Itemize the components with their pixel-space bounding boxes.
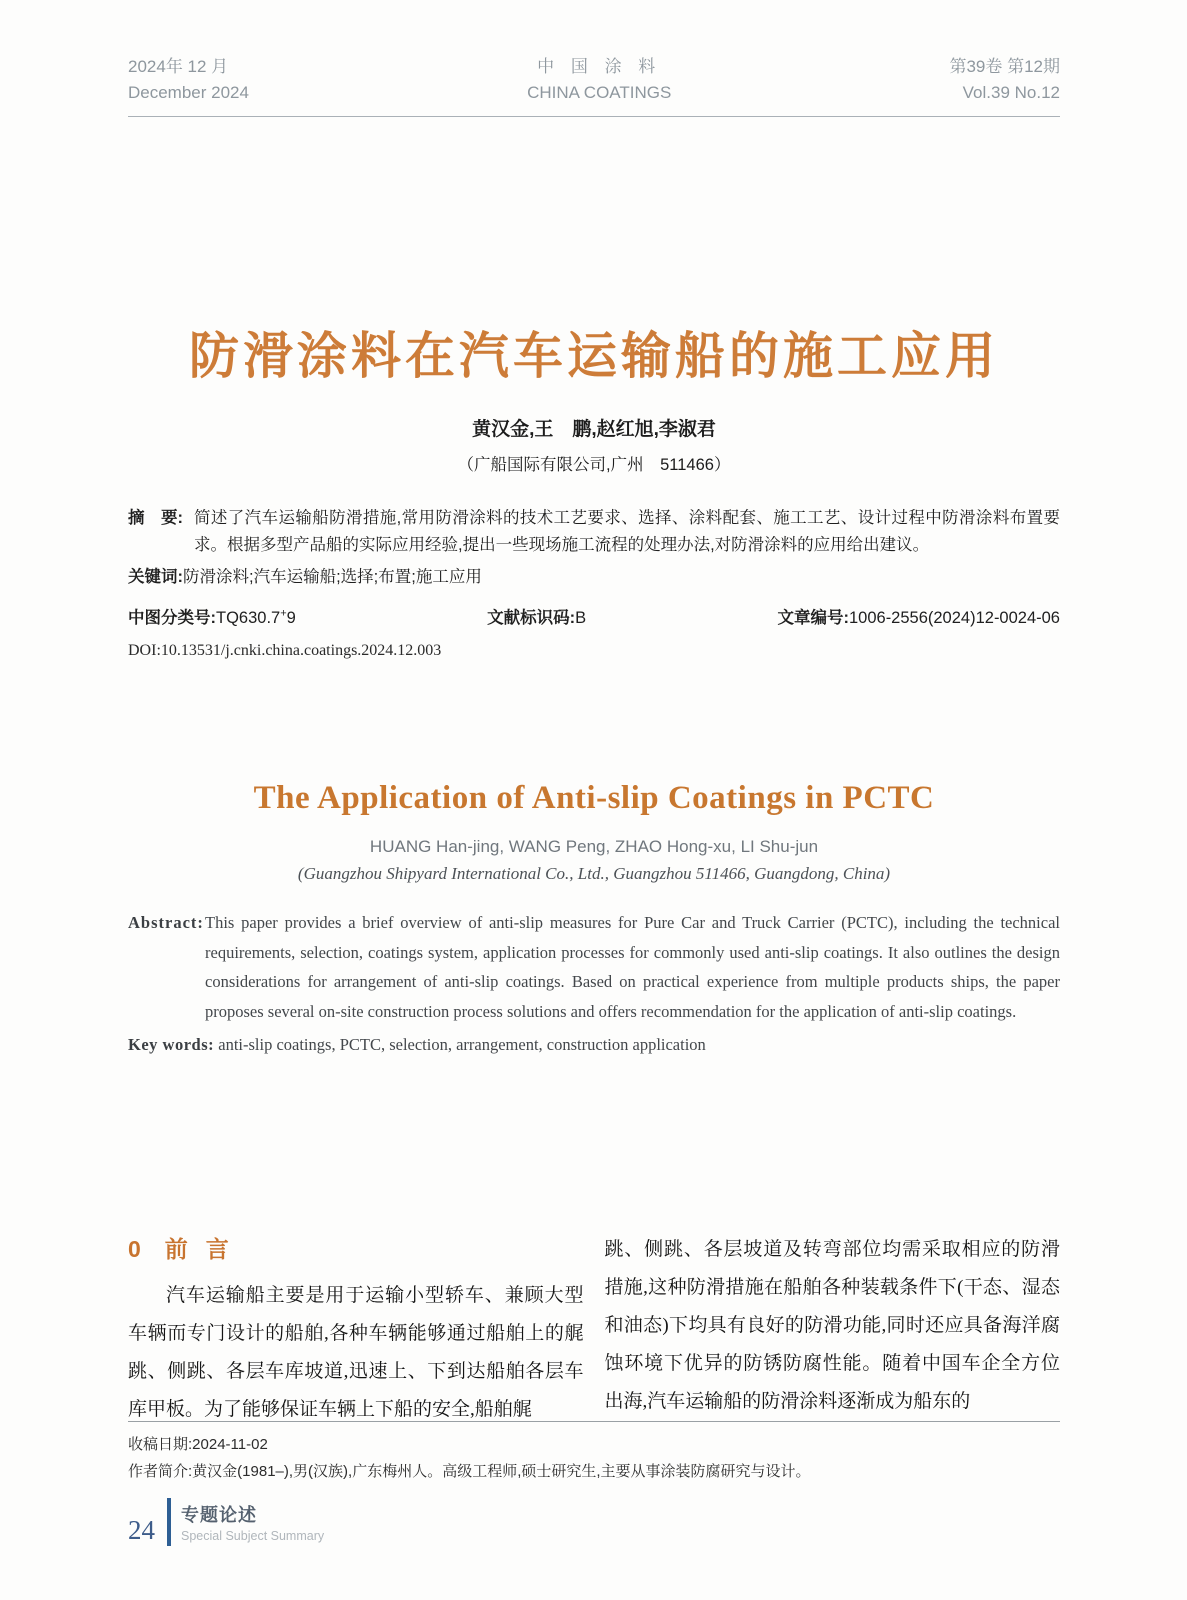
section-0-title: 前言 [164, 1236, 247, 1262]
clc-superscript: + [280, 607, 287, 620]
abstract-text-en: This paper provides a brief overview of anti-slip measures for Pure Car and Truck Carrier (PCTC), including the technical requirements, selection, coatings system, application processes for commonly used anti-slip coatings. It also outlines the design considerations for arrangement of anti-slip coatings. Based on practical experience from multiple products ships, the paper proposes several on-site construction process solutions and offers recommendation for the application of anti-slip coatings. [205, 913, 1060, 1021]
chinese-head-block [128, 316, 1060, 660]
body-column-right [605, 1231, 1061, 1429]
keywords-text-en: anti-slip coatings, PCTC, selection, arrangement, construction application [218, 1035, 706, 1054]
abstract-en [128, 908, 1060, 1026]
journal-name-en: CHINA COATINGS [527, 83, 672, 102]
body-column-left [128, 1231, 584, 1429]
journal-issue-cn: 第39卷 第12期 [949, 57, 1060, 76]
clc-tail: 9 [286, 609, 296, 627]
body-paragraph-left: 汽车运输船主要是用于运输小型轿车、兼顾大型车辆而专门设计的船舶,各种车辆能够通过船舶上的艉跳、侧跳、各层车库坡道,迅速上、下到达船舶各层车库甲板。为了能够保证车辆上下船的安全,船舶艉 [128, 1285, 584, 1420]
column-title-cn: 专题论述 [181, 1505, 257, 1525]
journal-name-cn: 中 国 涂 料 [537, 57, 662, 76]
doc-code-item [487, 604, 586, 628]
article-no-value: 1006-2556(2024)12-0024-06 [848, 609, 1060, 627]
author-bio-line: 作者简介:黄汉金(1981–),男(汉族),广东梅州人。高级工程师,硕士研究生,主要从事涂装防腐研究与设计。 [128, 1463, 811, 1480]
page-number: 24 [128, 1515, 155, 1545]
classification-row [128, 604, 1060, 628]
column-title-en: Special Subject Summary [181, 1529, 325, 1543]
affiliation-cn: （广船国际有限公司,广州 511466） [457, 456, 731, 474]
authors-cn: 黄汉金,王 鹏,赵红旭,李淑君 [472, 419, 716, 440]
journal-header-issue [949, 54, 1060, 106]
abstract-label-en: Abstract: [128, 913, 204, 932]
body-columns [128, 1231, 1060, 1429]
keywords-cn [128, 564, 1060, 591]
section-0-heading [128, 1231, 584, 1264]
english-head-block [128, 780, 1060, 1060]
clc-value: TQ630.7 [216, 609, 281, 627]
received-date-line: 收稿日期:2024-11-02 [128, 1436, 268, 1453]
body-paragraph-right: 跳、侧跳、各层坡道及转弯部位均需采取相应的防滑措施,这种防滑措施在船舶各种装载条件下(干态、湿态和油态)下均具有良好的防滑功能,同时还应具备海洋腐蚀环境下优异的防锈防腐性能。随着中国车企全方位出海,汽车运输船的防滑涂料逐渐成为船东的 [604, 1239, 1060, 1412]
footnote-block [128, 1421, 1060, 1485]
footer-divider-bar [167, 1498, 171, 1546]
abstract-label-cn: 摘 要: [128, 509, 183, 527]
doc-code-label: 文献标识码: [487, 609, 576, 627]
abstract-cn [128, 505, 1060, 559]
journal-date-en: December 2024 [128, 83, 249, 102]
journal-issue-en: Vol.39 No.12 [962, 83, 1060, 102]
clc-label: 中图分类号: [128, 609, 216, 627]
clc-item [128, 604, 296, 628]
keywords-en [128, 1030, 1060, 1060]
journal-header-date [128, 54, 249, 106]
article-title-en: The Application of Anti-slip Coatings in PCTC [253, 780, 935, 816]
doi-line: DOI:10.13531/j.cnki.china.coatings.2024.12.003 [128, 642, 442, 659]
affiliation-en: (Guangzhou Shipyard International Co., Ltd., Guangzhou 511466, Guangdong, China) [297, 864, 891, 883]
article-no-label: 文章编号: [777, 609, 849, 627]
article-no-item [777, 604, 1060, 628]
journal-date-cn: 2024年 12 月 [128, 57, 229, 76]
journal-header-name [527, 54, 671, 106]
abstract-text-cn: 简述了汽车运输船防滑措施,常用防滑涂料的技术工艺要求、选择、涂料配套、施工工艺、设计过程中防滑涂料布置要求。根据多型产品船的实际应用经验,提出一些现场施工流程的处理办法,对防滑涂料的应用给出建议。 [194, 509, 1060, 554]
footer-column-labels [181, 1501, 324, 1543]
journal-header [128, 54, 1060, 117]
doc-code-value: B [575, 609, 587, 627]
authors-en: HUANG Han-jing, WANG Peng, ZHAO Hong-xu, LI Shu-jun [369, 837, 819, 856]
keywords-text-cn: 防滑涂料;汽车运输船;选择;布置;施工应用 [183, 568, 482, 586]
keywords-label-cn: 关键词: [128, 568, 183, 586]
section-0-number: 0 [128, 1236, 141, 1262]
article-title-cn: 防滑涂料在汽车运输船的施工应用 [189, 328, 999, 384]
keywords-label-en: Key words: [128, 1035, 215, 1054]
page-footer [128, 1498, 324, 1546]
